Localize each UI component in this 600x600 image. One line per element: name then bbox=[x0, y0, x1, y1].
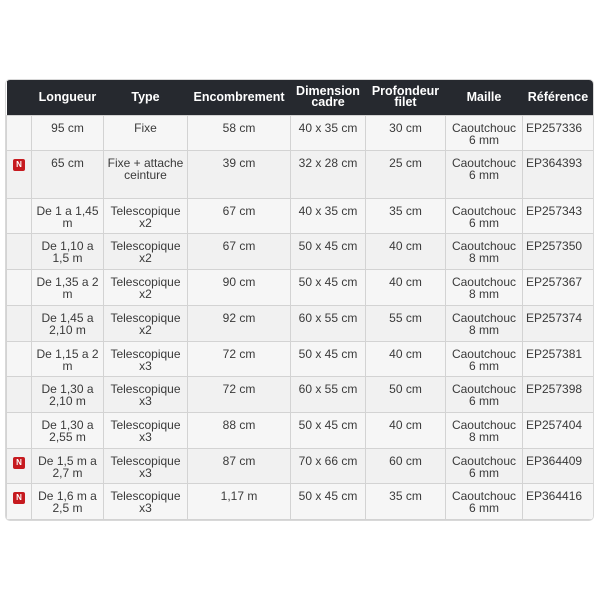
cell-type: Telescopique x2 bbox=[104, 198, 188, 233]
cell-longueur: De 1,45 a 2,10 m bbox=[32, 305, 104, 341]
header-dimension bbox=[291, 80, 366, 115]
cell-type: Telescopique x2 bbox=[104, 269, 188, 305]
header-maille: Maille bbox=[466, 89, 502, 104]
cell-longueur: De 1,30 a 2,55 m bbox=[32, 412, 104, 448]
new-badge-cell bbox=[7, 150, 32, 198]
cell-dimension: 32 x 28 cm bbox=[291, 150, 366, 198]
cell-encombrement: 67 cm bbox=[188, 233, 291, 269]
cell-encombrement: 90 cm bbox=[188, 269, 291, 305]
cell-longueur: De 1,6 m a 2,5 m bbox=[32, 483, 104, 519]
cell-longueur: De 1,10 a 1,5 m bbox=[32, 233, 104, 269]
header-type: Type bbox=[131, 89, 160, 104]
cell-dimension: 60 x 55 cm bbox=[291, 376, 366, 412]
table-row bbox=[7, 448, 594, 483]
cell-reference: EP257404 bbox=[523, 412, 594, 448]
new-badge-cell bbox=[7, 483, 32, 519]
cell-reference: EP257374 bbox=[523, 305, 594, 341]
cell-encombrement: 92 cm bbox=[188, 305, 291, 341]
cell-encombrement: 58 cm bbox=[188, 115, 291, 150]
cell-reference: EP364409 bbox=[523, 448, 594, 483]
table-body bbox=[7, 115, 594, 519]
cell-profondeur: 25 cm bbox=[366, 150, 446, 198]
cell-reference: EP257381 bbox=[523, 341, 594, 376]
header-dimension-line1: Dimension bbox=[296, 84, 360, 99]
table-row bbox=[7, 412, 594, 448]
cell-profondeur: 60 cm bbox=[366, 448, 446, 483]
table-row bbox=[7, 341, 594, 376]
cell-longueur: De 1,5 m a 2,7 m bbox=[32, 448, 104, 483]
product-table-container bbox=[6, 80, 593, 520]
cell-reference: EP364416 bbox=[523, 483, 594, 519]
cell-reference: EP364393 bbox=[523, 150, 594, 198]
cell-dimension: 50 x 45 cm bbox=[291, 412, 366, 448]
cell-type: Telescopique x3 bbox=[104, 448, 188, 483]
cell-encombrement: 67 cm bbox=[188, 198, 291, 233]
table-row bbox=[7, 483, 594, 519]
table-row bbox=[7, 376, 594, 412]
cell-maille: Caoutchouc 6 mm bbox=[446, 483, 523, 519]
cell-dimension: 50 x 45 cm bbox=[291, 269, 366, 305]
new-badge: N bbox=[13, 492, 25, 504]
cell-profondeur: 50 cm bbox=[366, 376, 446, 412]
cell-type: Fixe bbox=[104, 115, 188, 150]
cell-encombrement: 87 cm bbox=[188, 448, 291, 483]
cell-dimension: 50 x 45 cm bbox=[291, 341, 366, 376]
table-row bbox=[7, 150, 594, 198]
table-row bbox=[7, 198, 594, 233]
cell-reference: EP257343 bbox=[523, 198, 594, 233]
cell-type: Telescopique x2 bbox=[104, 305, 188, 341]
cell-reference: EP257350 bbox=[523, 233, 594, 269]
table-row bbox=[7, 269, 594, 305]
cell-maille: Caoutchouc 6 mm bbox=[446, 341, 523, 376]
cell-maille: Caoutchouc 6 mm bbox=[446, 448, 523, 483]
header-profondeur-line1: Profondeur bbox=[371, 84, 440, 99]
new-badge: N bbox=[13, 457, 25, 469]
cell-maille: Caoutchouc 8 mm bbox=[446, 412, 523, 448]
cell-maille: Caoutchouc 8 mm bbox=[446, 269, 523, 305]
cell-type: Telescopique x3 bbox=[104, 376, 188, 412]
cell-dimension: 60 x 55 cm bbox=[291, 305, 366, 341]
header-longueur: Longueur bbox=[38, 89, 97, 104]
cell-maille: Caoutchouc 6 mm bbox=[446, 115, 523, 150]
cell-dimension: 70 x 66 cm bbox=[291, 448, 366, 483]
header-row bbox=[7, 80, 594, 115]
header-dimension-line2: cadre bbox=[311, 95, 345, 110]
new-badge-cell bbox=[7, 412, 32, 448]
cell-profondeur: 40 cm bbox=[366, 233, 446, 269]
table-row bbox=[7, 305, 594, 341]
table-row bbox=[7, 115, 594, 150]
new-badge-cell bbox=[7, 341, 32, 376]
new-badge-cell bbox=[7, 198, 32, 233]
table-row bbox=[7, 233, 594, 269]
cell-profondeur: 35 cm bbox=[366, 198, 446, 233]
new-badge-cell bbox=[7, 269, 32, 305]
cell-encombrement: 72 cm bbox=[188, 376, 291, 412]
cell-dimension: 50 x 45 cm bbox=[291, 483, 366, 519]
cell-dimension: 50 x 45 cm bbox=[291, 233, 366, 269]
cell-longueur: 95 cm bbox=[32, 115, 104, 150]
header-reference: Référence bbox=[527, 89, 589, 104]
new-badge-cell bbox=[7, 115, 32, 150]
product-table bbox=[6, 80, 593, 520]
header-badge bbox=[7, 80, 32, 115]
cell-longueur: De 1,30 a 2,10 m bbox=[32, 376, 104, 412]
cell-profondeur: 40 cm bbox=[366, 269, 446, 305]
cell-profondeur: 40 cm bbox=[366, 412, 446, 448]
cell-type: Fixe + attache ceinture bbox=[104, 150, 188, 198]
cell-profondeur: 30 cm bbox=[366, 115, 446, 150]
cell-encombrement: 72 cm bbox=[188, 341, 291, 376]
new-badge-cell bbox=[7, 305, 32, 341]
cell-encombrement: 39 cm bbox=[188, 150, 291, 198]
cell-type: Telescopique x3 bbox=[104, 341, 188, 376]
cell-maille: Caoutchouc 8 mm bbox=[446, 305, 523, 341]
cell-profondeur: 55 cm bbox=[366, 305, 446, 341]
cell-type: Telescopique x3 bbox=[104, 412, 188, 448]
cell-maille: Caoutchouc 8 mm bbox=[446, 233, 523, 269]
cell-profondeur: 40 cm bbox=[366, 341, 446, 376]
cell-longueur: 65 cm bbox=[32, 150, 104, 198]
header-profondeur bbox=[366, 80, 446, 115]
cell-reference: EP257398 bbox=[523, 376, 594, 412]
cell-reference: EP257367 bbox=[523, 269, 594, 305]
cell-longueur: De 1,35 a 2 m bbox=[32, 269, 104, 305]
cell-dimension: 40 x 35 cm bbox=[291, 198, 366, 233]
cell-reference: EP257336 bbox=[523, 115, 594, 150]
cell-maille: Caoutchouc 6 mm bbox=[446, 376, 523, 412]
table-header bbox=[7, 80, 594, 115]
cell-maille: Caoutchouc 6 mm bbox=[446, 150, 523, 198]
cell-longueur: De 1 a 1,45 m bbox=[32, 198, 104, 233]
new-badge-cell bbox=[7, 376, 32, 412]
cell-type: Telescopique x2 bbox=[104, 233, 188, 269]
new-badge-cell bbox=[7, 233, 32, 269]
header-profondeur-line2: filet bbox=[394, 95, 417, 110]
new-badge: N bbox=[13, 159, 25, 171]
cell-encombrement: 1,17 m bbox=[188, 483, 291, 519]
cell-maille: Caoutchouc 6 mm bbox=[446, 198, 523, 233]
header-encombrement: Encombrement bbox=[193, 89, 285, 104]
cell-encombrement: 88 cm bbox=[188, 412, 291, 448]
new-badge-cell bbox=[7, 448, 32, 483]
cell-type: Telescopique x3 bbox=[104, 483, 188, 519]
cell-profondeur: 35 cm bbox=[366, 483, 446, 519]
cell-dimension: 40 x 35 cm bbox=[291, 115, 366, 150]
cell-longueur: De 1,15 a 2 m bbox=[32, 341, 104, 376]
